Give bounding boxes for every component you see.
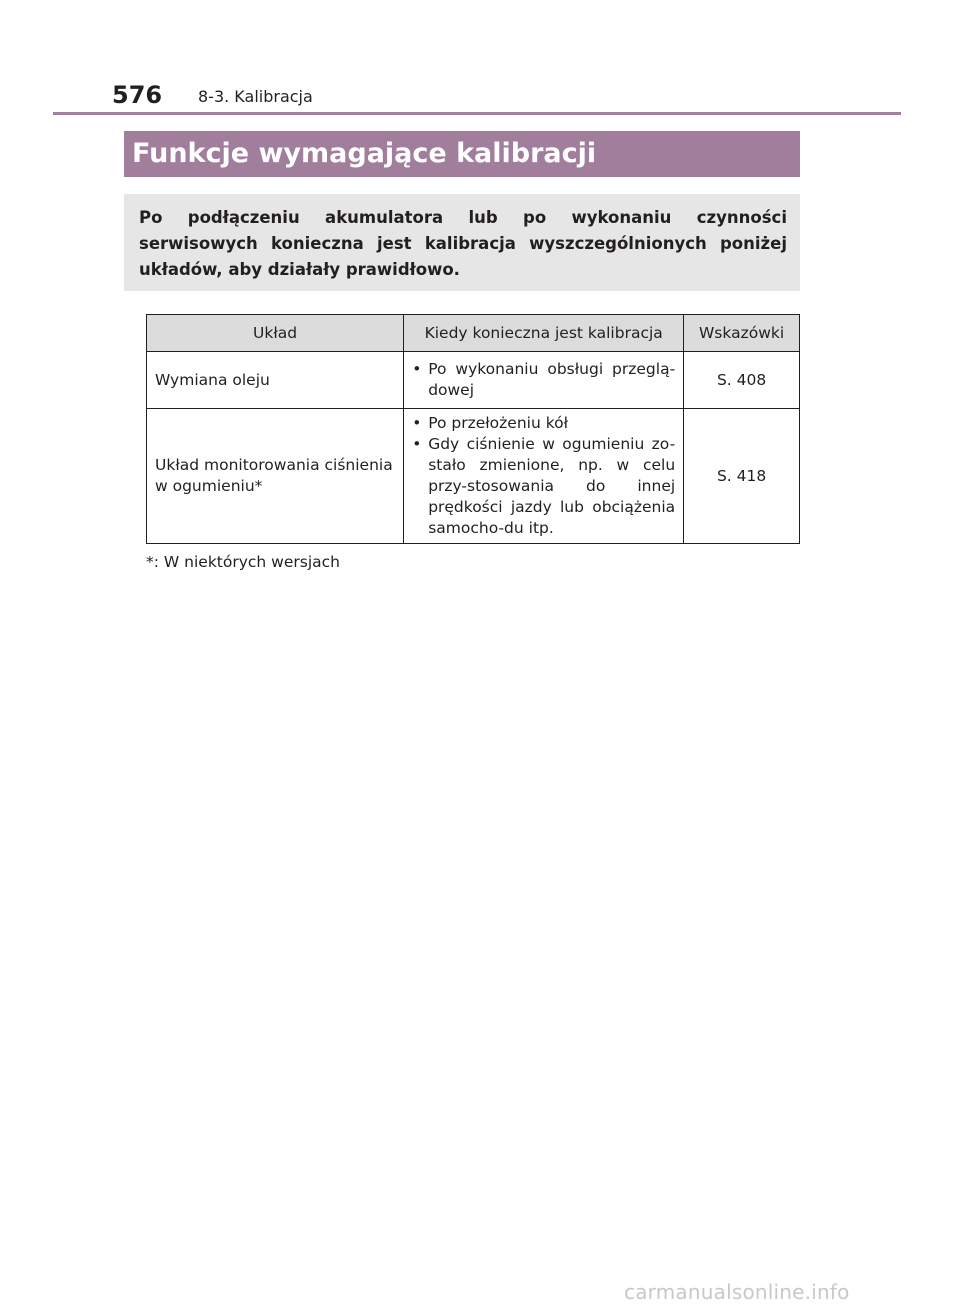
page-reference: S. 408 — [716, 371, 767, 389]
when-list — [412, 413, 675, 539]
intro-text: Po podłączeniu akumulatora lub po wykonaniu czynności serwisowych konieczna jest kalibracja wyszczególnionych poniżej układów, aby działały prawidłowo. — [139, 208, 787, 279]
page-header — [112, 80, 902, 114]
reference-cell — [684, 352, 800, 409]
when-cell — [404, 409, 684, 544]
column-header-system: Układ — [147, 315, 404, 352]
reference-cell — [684, 409, 800, 544]
bullet-icon: • — [412, 414, 422, 432]
when-list — [412, 359, 675, 401]
watermark: carmanualsonline.info — [624, 1280, 850, 1304]
system-name: Wymiana oleju — [155, 370, 270, 389]
bullet-icon: • — [412, 360, 422, 378]
system-name: Układ monitorowania ciśnienia w ogumieniu* — [155, 456, 393, 495]
table-header-row — [147, 315, 800, 352]
when-cell — [404, 352, 684, 409]
page-number: 576 — [112, 81, 163, 109]
section-label: 8-3. Kalibracja — [198, 87, 313, 106]
section-title-bar — [124, 131, 800, 177]
table-row — [147, 352, 800, 409]
list-item: • Po przełożeniu kół — [412, 414, 569, 432]
bullet-icon: • — [412, 435, 422, 453]
table-row — [147, 409, 800, 544]
system-cell — [147, 352, 404, 409]
intro-box — [124, 194, 800, 291]
page-reference: S. 418 — [716, 467, 767, 485]
column-header-reference: Wskazówki — [684, 315, 800, 352]
header-rule — [53, 112, 901, 115]
list-item: • Gdy ciśnienie w ogumieniu zo-stało zmienione, np. w celu przy-stosowania do innej prędkości jazdy lub obciążenia samocho-du itp. — [412, 435, 676, 537]
column-header-when: Kiedy konieczna jest kalibracja — [404, 315, 684, 352]
list-item: • Po wykonaniu obsługi przeglą-dowej — [412, 360, 676, 399]
footnote: *: W niektórych wersjach — [146, 553, 340, 571]
system-cell — [147, 409, 404, 544]
section-title: Funkcje wymagające kalibracji — [132, 138, 597, 169]
calibration-table — [146, 314, 800, 544]
